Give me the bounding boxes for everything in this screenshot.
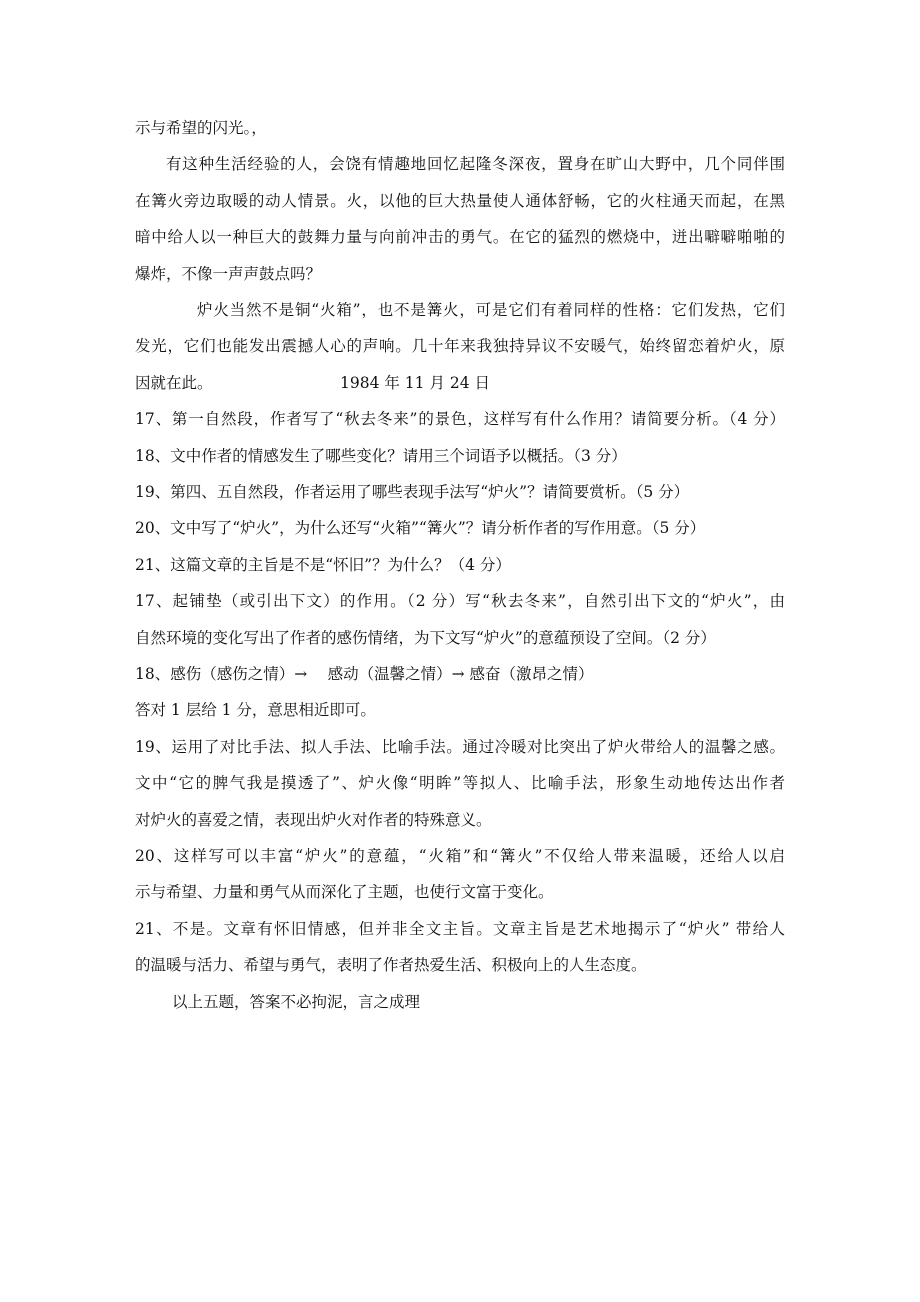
paragraph-line: 在篝火旁边取暖的动人情景。火，以他的巨大热量使人通体舒畅，它的火柱通天而起，在黑	[135, 191, 785, 210]
answer-18-note: 答对 1 层给 1 分，意思相近即可。	[135, 701, 376, 720]
answer-20-cont: 示与希望、力量和勇气从而深化了主题，也使行文富于变化。	[135, 883, 554, 902]
question-21: 21、这篇文章的主旨是不是“怀旧”？为什么？（4 分）	[135, 555, 511, 574]
answer-19-cont: 对炉火的喜爱之情，表现出炉火对作者的特殊意义。	[135, 810, 492, 829]
paragraph-text: 因就在此。	[135, 373, 213, 392]
essay-date: 1984 年 11 月 24 日	[340, 373, 491, 392]
question-17: 17、第一自然段，作者写了“秋去冬来”的景色，这样写有什么作用？请简要分析。（4 分）	[135, 410, 785, 429]
paragraph-line: 示与希望的闪光。，	[135, 119, 267, 137]
paragraph-line: 爆炸，不像一声声鼓点吗？	[135, 264, 322, 283]
answer-19: 19、运用了对比手法、拟人手法、比喻手法。通过冷暖对比突出了炉火带给人的温馨之感。	[135, 737, 785, 756]
paragraph-line: 炉火当然不是铜“火箱”，也不是篝火，可是它们有着同样的性格：它们发热，它们	[197, 301, 785, 319]
question-20: 20、文中写了“炉火”，为什么还写“火箱”“篝火”？请分析作者的写作用意。（5 分）	[135, 519, 706, 538]
answer-20: 20、这样写可以丰富“炉火”的意蕴，“火箱”和“篝火”不仅给人带来温暖，还给人以启	[135, 847, 785, 865]
question-18: 18、文中作者的情感发生了哪些变化？请用三个词语予以概括。（3 分）	[135, 446, 627, 465]
answer-21: 21、不是。文章有怀旧情感，但并非全文主旨。文章主旨是艺术地揭示了“炉火” 带给人	[135, 919, 785, 938]
question-19: 19、第四、五自然段，作者运用了哪些表现手法写“炉火”？请简要赏析。（5 分）	[135, 483, 690, 501]
answer-18: 18、感伤（感伤之情）→ 感动（温馨之情）→ 感奋（激昂之情）	[135, 665, 594, 683]
closing-note: 以上五题，答案不必拘泥，言之成理	[172, 992, 421, 1011]
paragraph-line: 发光，它们也能发出震撼人心的声响。几十年来我独持异议不安暖气，始终留恋着炉火，原	[135, 337, 785, 356]
answer-17: 17、起铺垫（或引出下文）的作用。（2 分）写“秋去冬来”，自然引出下文的“炉火”，由	[135, 592, 785, 611]
answer-17-cont: 自然环境的变化写出了作者的感伤情绪，为下文写“炉火”的意蕴预设了空间。（2 分）	[135, 628, 716, 647]
paragraph-line: 暗中给人以一种巨大的鼓舞力量与向前冲击的勇气。在它的猛烈的燃烧中，迸出噼噼啪啪的	[135, 228, 785, 247]
answer-19-cont: 文中“它的脾气我是摸透了”、炉火像“明眸”等拟人、比喻手法，形象生动地传达出作者	[135, 774, 785, 793]
answer-21-cont: 的温暖与活力、希望与勇气，表明了作者热爱生活、积极向上的人生态度。	[135, 956, 647, 975]
paragraph-line: 有这种生活经验的人，会饶有情趣地回忆起隆冬深夜，置身在旷山大野中，几个同伴围	[166, 155, 785, 174]
paragraph-line	[135, 373, 785, 393]
